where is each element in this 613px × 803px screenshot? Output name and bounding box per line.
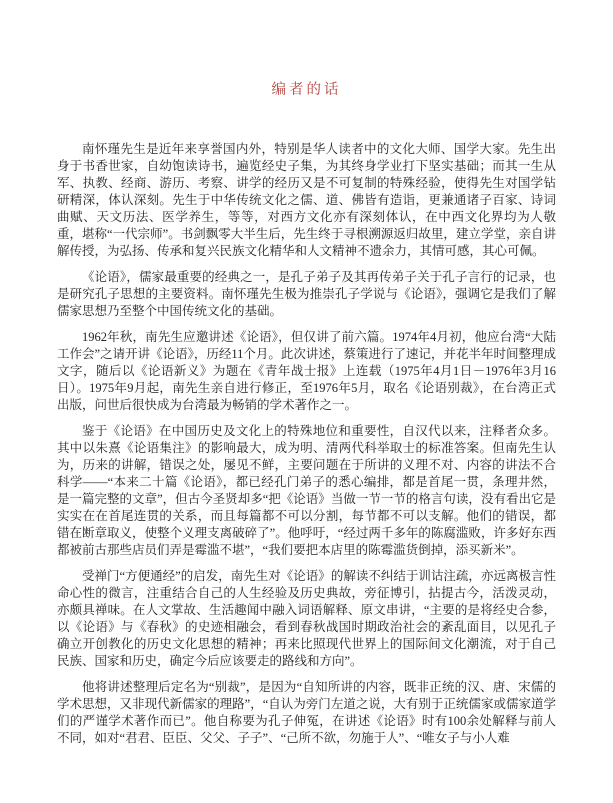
paragraph-lecture-history: 1962年秋，南先生应邀讲述《论语》，但仅讲了前六篇。1974年4月初，他应台湾“大陆工作会”之请开讲《论语》，历经11个月。此次讲述，蔡策进行了速记，并花半年时间整理成文字，随后以《论语新义》为题在《青年战士报》上连载（1975年4月1日－1976年3月16日）。1975年9月起，南先生亲自进行修正，至1976年5月，取名《论语别裁》，在台湾正式出版，问世后很快成为台湾最为畅销的学术著作之一。 [57,330,556,412]
paragraph-lunyu-classic: 《论语》，儒家最重要的经典之一，是孔子弟子及其再传弟子关于孔子言行的记录，也是研究孔子思想的主要资料。南怀瑾先生极为推崇孔子学说与《论语》，强调它是我们了解儒家思想乃至整个中国传统文化的基础。 [57,270,556,318]
paragraph-interpretation-style: 受禅门“方便通经”的启发，南先生对《论语》的解读不纠结于训诂注疏，亦远离极言性命心性的微言，注重结合自己的人生经验及历史典故，旁征博引，拈提古今，活泼灵动，亦颇具禅味。在人文掌故、生活趣闻中融入词语解释、原文串讲，“主要的是将经史合参，以《论语》与《春秋》的史迹相融会，看到春秋战国时期政治社会的紊乱面目，以见孔子确立开创教化的历史文化思想的精神；再来比照现代世界上的国际间文化潮流，对于自己民族、国家和历史，确定今后应该要走的路线和方向”。 [57,569,556,668]
paragraph-intro-author: 南怀瑾先生是近年来享誉国内外，特别是华人读者中的文化大师、国学大家。先生出身于书香世家，自幼饱读诗书，遍览经史子集，为其终身学业打下坚实基础；而其一生从军、执教、经商、游历、考察、讲学的经历又是不可复制的特殊经验，使得先生对国学钻研精深，体认深刻。先生于中华传统文化之儒、道、佛皆有造诣，更兼通诸子百家、诗词曲赋、天文历法、医学养生，等等，对西方文化亦有深刻体认，在中西文化界均为人敬重，堪称“一代宗师”。书剑飘零大半生后，先生终于寻根溯源返归故里，建立学堂，亲自讲解传授，为弘扬、传承和复兴民族文化精华和人文精神不遗余力，其情可感，其心可佩。 [57,142,556,258]
page-title: 编者的话 [271,82,342,98]
paragraph-biecai-naming: 他将讲述整理后定名为“别裁”，是因为“自知所讲的内容，既非正统的汉、唐、宋儒的学术思想，又非现代新儒家的理路”，“自认为旁门左道之说，大有别于正统儒家或儒家道学们的严谨学术著作而已”。他自称要为孔子伸冤，在讲述《论语》时有100余处解释与前人不同，如对“君君、臣臣、父父、子子”、“己所不欲，勿施于人”、“唯女子与小人难 [57,680,556,745]
document-body [57,141,556,747]
paragraph-annotation-critique: 鉴于《论语》在中国历史及文化上的特殊地位和重要性，自汉代以来，注释者众多。其中以朱熹《论语集注》的影响最大，成为明、清两代科举取士的标准答案。但南先生认为，历来的讲解，错误之处，屡见不鲜，主要问题在于所讲的义理不对、内容的讲法不合科学——“本来二十篇《论语》，都已经孔门弟子的悉心编排，都是首尾一贯，条理井然，是一篇完整的文章”，但古今圣贤却多“把《论语》当做一节一节的格言句读，没有看出它是实实在在首尾连贯的关系，而且每篇都不可以分割，每节都不可以支解。他们的错误，都错在断章取义，使整个义理支离破碎了”。他呼吁，“经过两千多年的陈腐滥败，许多好东西都被前古那些店员们弄是霉滥不堪”，“我们要把本店里的陈霉滥货倒掉，添买新米”。 [57,424,556,557]
